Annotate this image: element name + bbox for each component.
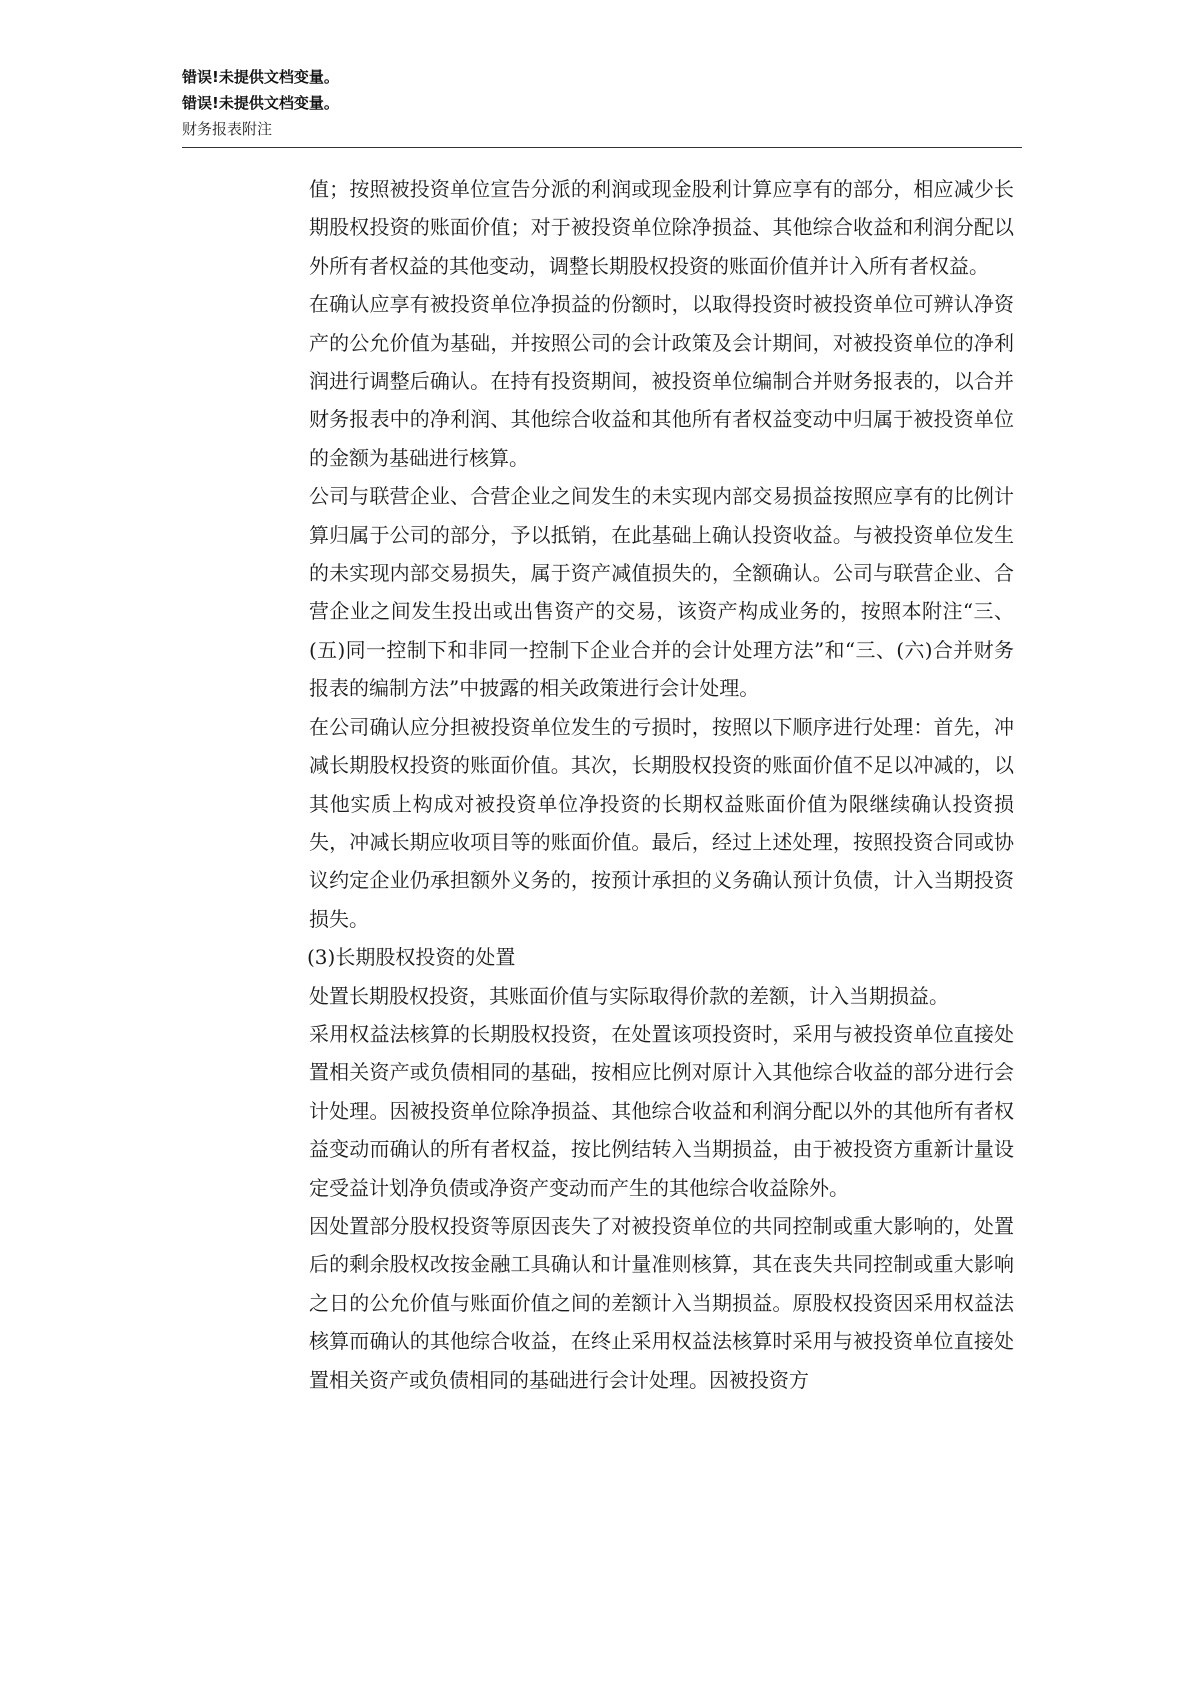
header-divider	[182, 147, 1022, 148]
paragraph-net-profit-share: 在确认应享有被投资单位净损益的份额时，以取得投资时被投资单位可辨认净资产的公允价值为基础，并按照公司的会计政策及会计期间，对被投资单位的净利润进行调整后确认。在持有投资期间，被投资单位编制合并财务报表的，以合并财务报表中的净利润、其他综合收益和其他所有者权益变动中归属于被投资单位的金额为基础进行核算。	[309, 292, 1014, 470]
paragraph-loss-of-control: 因处置部分股权投资等原因丧失了对被投资单位的共同控制或重大影响的，处置后的剩余股权改按金融工具确认和计量准则核算，其在丧失共同控制或重大影响之日的公允价值与账面价值之间的差额计入当期损益。原股权投资因采用权益法核算而确认的其他综合收益，在终止采用权益法核算时采用与被投资单位直接处置相关资产或负债相同的基础进行会计处理。因被投资方	[309, 1213, 1014, 1392]
paragraph-equity-method-disposal: 采用权益法核算的长期股权投资，在处置该项投资时，采用与被投资单位直接处置相关资产或负债相同的基础，按相应比例对原计入其他综合收益的部分进行会计处理。因被投资单位除净损益、其他综合收益和利润分配以外的其他所有者权益变动而确认的所有者权益，按比例结转入当期损益，由于被投资方重新计量设定受益计划净负债或净资产变动而产生的其他综合收益除外。	[309, 1021, 1014, 1200]
paragraph-disposal-gain: 处置长期股权投资，其账面价值与实际取得价款的差额，计入当期损益。	[309, 983, 949, 1008]
page-header	[182, 64, 1022, 142]
paragraph-unrealized-transactions: 公司与联营企业、合营企业之间发生的未实现内部交易损益按照应享有的比例计算归属于公司的部分，予以抵销，在此基础上确认投资收益。与被投资单位发生的未实现内部交易损失，属于资产减值损失的，全额确认。公司与联营企业、合营企业之间发生投出或出售资产的交易，该资产构成业务的，按照本附注“三、(五)同一控制下和非同一控制下企业合并的会计处理方法”和“三、(六)合并财务报表的编制方法”中披露的相关政策进行会计处理。	[309, 484, 1014, 701]
paragraph-loss-recognition: 在公司确认应分担被投资单位发生的亏损时，按照以下顺序进行处理：首先，冲减长期股权投资的账面价值。其次，长期股权投资的账面价值不足以冲减的，以其他实质上构成对被投资单位净投资的长期权益账面价值为限继续确认投资损失，冲减长期应收项目等的账面价值。最后，经过上述处理，按照投资合同或协议约定企业仍承担额外义务的，按预计承担的义务确认预计负债，计入当期投资损失。	[309, 714, 1014, 931]
header-error-line-2: 错误!未提供文档变量。	[182, 94, 339, 112]
header-error-line-1: 错误!未提供文档变量。	[182, 68, 339, 86]
header-subtitle: 财务报表附注	[182, 120, 273, 138]
section-heading-disposal: (3)长期股权投资的处置	[307, 945, 516, 970]
document-body	[309, 170, 1014, 1399]
paragraph-equity-method-adjustment: 值；按照被投资单位宣告分派的利润或现金股利计算应享有的部分，相应减少长期股权投资的账面价值；对于被投资单位除净损益、其他综合收益和利润分配以外所有者权益的其他变动，调整长期股权投资的账面价值并计入所有者权益。	[309, 177, 1014, 278]
